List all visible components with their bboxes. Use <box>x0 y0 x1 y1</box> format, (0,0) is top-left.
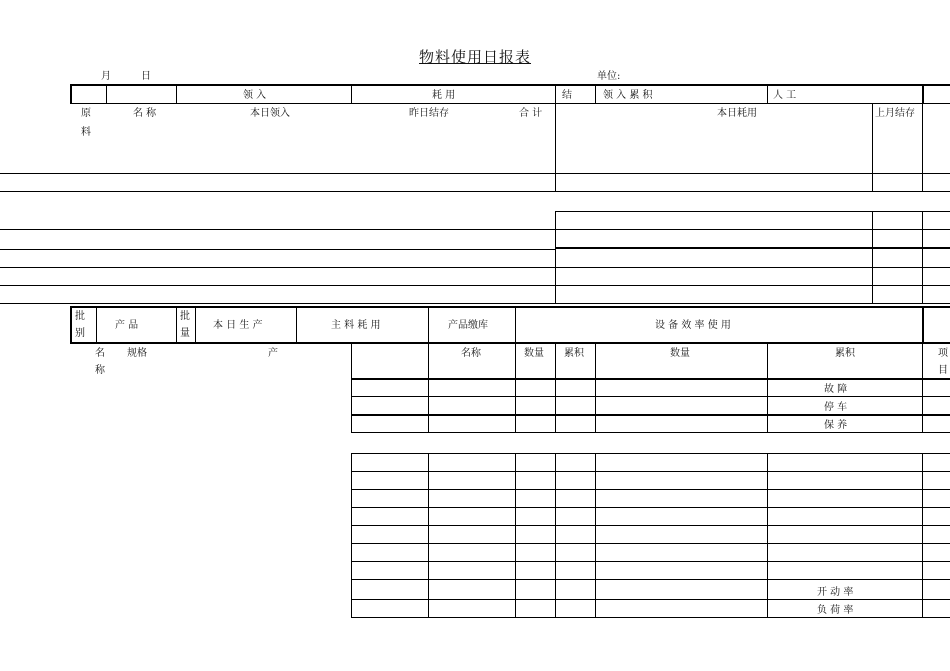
header-top-rule <box>70 84 950 86</box>
col-lingru-leiji: 领 入 累 积 <box>603 90 653 101</box>
grid-line <box>351 579 950 580</box>
header-divider <box>555 84 556 104</box>
grid-line <box>351 414 950 416</box>
grid-line <box>0 229 950 230</box>
grid-line <box>296 306 297 344</box>
grid-line <box>555 211 950 212</box>
grid-line <box>515 342 516 433</box>
grid-line <box>922 103 923 192</box>
grid-line <box>0 267 950 268</box>
header-divider <box>595 84 596 104</box>
grid-line <box>70 342 950 344</box>
header-divider <box>106 84 107 104</box>
grid-line <box>922 211 923 304</box>
label-heji: 合 计 <box>519 108 543 119</box>
date-day-label: 日 <box>141 71 151 82</box>
label-cheng: 称 <box>95 365 105 376</box>
grid-line <box>351 378 950 380</box>
grid-line <box>70 306 950 308</box>
grid-line <box>515 306 516 344</box>
grid-line <box>555 211 556 304</box>
label-mingcheng: 名 称 <box>133 108 157 119</box>
grid-line <box>428 306 429 344</box>
header-divider <box>70 84 72 104</box>
label-benri-haoyong: 本日耗用 <box>717 108 757 119</box>
label-pi2: 批 <box>180 311 190 322</box>
grid-line <box>555 342 556 433</box>
grid-line <box>515 453 516 618</box>
grid-line <box>555 453 556 618</box>
label-xiang: 项 <box>938 348 948 359</box>
label-guzhang: 故 障 <box>824 384 848 395</box>
grid-line <box>351 342 352 433</box>
grid-line <box>922 453 923 618</box>
grid-line <box>0 173 950 174</box>
label-benri-shengchan: 本 日 生 产 <box>213 320 263 331</box>
grid-line <box>428 342 429 433</box>
grid-line <box>351 453 950 454</box>
col-rengong: 人 工 <box>773 90 797 101</box>
label-chanpin: 产 品 <box>115 320 139 331</box>
grid-line <box>351 543 950 544</box>
grid-line <box>922 306 924 344</box>
col-lingru: 领 入 <box>243 90 267 101</box>
grid-line <box>555 103 556 192</box>
grid-line <box>0 285 950 286</box>
label-chan: 产 <box>268 348 278 359</box>
label-zuori-jiecun: 昨日结存 <box>409 108 449 119</box>
label-pi: 批 <box>75 311 85 322</box>
label-liao: 料 <box>81 127 91 138</box>
grid-line <box>351 525 950 526</box>
grid-line <box>351 617 950 618</box>
grid-line <box>595 453 596 618</box>
grid-line <box>351 599 950 600</box>
grid-line <box>351 471 950 472</box>
label-guige: 规格 <box>127 348 147 359</box>
grid-line <box>922 342 923 433</box>
header-divider <box>922 84 924 104</box>
grid-line <box>0 249 555 250</box>
grid-line <box>176 306 177 344</box>
label-benri-lingru: 本日领入 <box>250 108 290 119</box>
label-fuhelv: 负 荷 率 <box>817 605 854 616</box>
header-divider <box>176 84 177 104</box>
grid-line <box>595 342 596 433</box>
unit-label: 单位: <box>597 71 621 82</box>
grid-line <box>351 396 950 397</box>
grid-line <box>428 453 429 618</box>
label-sub-shuliang2: 数量 <box>670 348 690 359</box>
label-mu: 目 <box>938 365 948 376</box>
grid-line <box>0 303 950 304</box>
label-baoyang: 保 养 <box>824 420 848 431</box>
grid-line <box>195 306 196 344</box>
date-month-label: 月 <box>101 71 111 82</box>
label-sub-leiji2: 累积 <box>835 348 855 359</box>
grid-line <box>351 489 950 490</box>
label-bie: 别 <box>75 328 85 339</box>
label-chanpin-jiaoku: 产品缴库 <box>448 320 488 331</box>
grid-line <box>767 342 768 433</box>
grid-line <box>351 453 352 618</box>
grid-line <box>351 561 950 562</box>
grid-line <box>351 507 950 508</box>
label-yuan: 原 <box>81 108 91 119</box>
label-sub-shuliang: 数量 <box>524 348 544 359</box>
label-shebei-xiaolv: 设 备 效 率 使 用 <box>655 320 731 331</box>
label-tingche: 停 车 <box>824 402 848 413</box>
grid-line <box>70 306 72 344</box>
header-bottom-rule <box>70 103 950 104</box>
grid-line <box>872 211 873 304</box>
label-shangyue-jiecun: 上月结存 <box>875 108 915 119</box>
col-haoyong: 耗 用 <box>432 90 456 101</box>
grid-line <box>555 247 950 249</box>
label-liang: 量 <box>180 328 190 339</box>
label-ming: 名 <box>95 348 105 359</box>
grid-line <box>872 103 873 192</box>
grid-line <box>96 306 97 344</box>
grid-line <box>767 453 768 618</box>
col-jie: 结 <box>562 90 572 101</box>
header-divider <box>767 84 768 104</box>
grid-line <box>0 191 950 192</box>
header-divider <box>351 84 352 104</box>
grid-line <box>351 432 950 433</box>
label-sub-mingcheng: 名称 <box>461 348 481 359</box>
label-sub-leiji: 累积 <box>564 348 584 359</box>
page-title: 物料使用日报表 <box>419 48 532 66</box>
label-kaidonglv: 开 动 率 <box>817 587 854 598</box>
label-zhuliao-haoyong: 主 料 耗 用 <box>331 320 381 331</box>
